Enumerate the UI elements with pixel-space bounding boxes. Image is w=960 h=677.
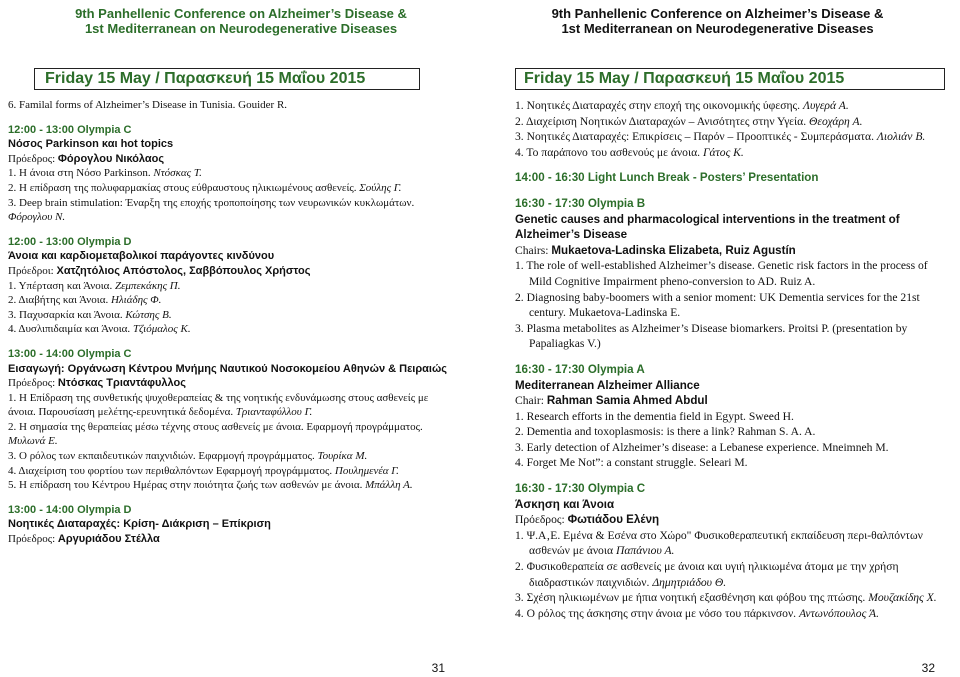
program-item: 2. Διαβήτης και Άνοια. Ηλιάδης Φ. xyxy=(8,294,162,307)
program-item: 3. Early detection of Alzheimer’s disease: a Lebanese experience. Mneimneh M. xyxy=(515,440,889,454)
program-item: 2. Η σημασία της θεραπείας μέσω τέχνης στους ασθενείς με άνοια. Εφαρμογή προγράμματος. Μυλωνά Ε. xyxy=(8,420,423,448)
program-item: 1. Νοητικές Διαταραχές στην εποχή της οικονομικής ύφεσης. Λυγερά Α. xyxy=(515,99,849,112)
program-item: 1. Η Επίδραση της συνθετικής ψυχοθεραπείας & της νοητικής ενδυνάμωσης στους ασθενείς με άνοια. Παρουσίαση μελέτης-ερευνητικά δεδομένα. Τριανταφύλλου Γ. xyxy=(8,391,429,419)
session-time: 13:00 - 14:00 Olympia C xyxy=(8,347,132,360)
session-chair: Πρόεδρος: Φόρογλου Νικόλαος xyxy=(8,152,165,165)
page-number: 32 xyxy=(921,661,935,675)
session-time: 12:00 - 13:00 Olympia D xyxy=(8,235,132,248)
right-page xyxy=(490,0,945,677)
session-title: Νόσος Parkinson και hot topics xyxy=(8,138,174,151)
program-item: 1. Research efforts in the dementia field in Egypt. Sweed H. xyxy=(515,409,794,423)
program-item: 4. Ο ρόλος της άσκησης στην άνοια με νόσο του πάρκινσον. Αντωνόπουλος Ά. xyxy=(515,606,879,620)
lunch-break: 14:00 - 16:30 Light Lunch Break - Posters’ Presentation xyxy=(515,171,819,185)
session-time: 16:30 - 17:30 Olympia C xyxy=(515,482,646,496)
session xyxy=(8,347,455,493)
program-item: 3. Ο ρόλος των εκπαιδευτικών παιχνιδιών. Εφαρμογή προγράμματος. Τουρίκα Μ. xyxy=(8,450,368,463)
program-item: 3. Plasma metabolites as Alzheimer’s Disease biomarkers. Proitsi P. (presentation by Papaliagkas V.) xyxy=(515,321,908,351)
session-title: Άνοια και καρδιομεταβολικοί παράγοντες κινδύνου xyxy=(8,250,275,263)
program-item: 2. Διαχείριση Νοητικών Διαταραχών – Ανισότητες στην Υγεία. Θεοχάρη Α. xyxy=(515,114,863,128)
program-item: 1. Η άνοια στη Νόσο Parkinson. Ντόσκας Τ. xyxy=(8,167,202,180)
conference-header xyxy=(16,6,455,36)
program-item: 1. Ψ.Α‚Ε. Εμένα & Εσένα στο Χώρο" Φυσικοθεραπευτική εκπαίδευση περι-θαλπόντων ασθενών με άνοια Παπάνιου Α. xyxy=(515,528,923,558)
date-banner: Friday 15 May / Παρασκευή 15 Μαΐου 2015 xyxy=(515,68,945,90)
session-chair: Chair: Rahman Samia Ahmed Abdul xyxy=(515,394,708,408)
program-item: 4. Forget Me Not”: a constant struggle. Seleari M. xyxy=(515,456,748,470)
program-item: 3. Παχυσαρκία και Άνοια. Κώτσης Β. xyxy=(8,308,172,321)
session-time: 12:00 - 13:00 Olympia C xyxy=(8,123,132,136)
session-chair: Πρόεδροι: Χατζητόλιος Απόστολος, Σαββόπουλος Χρήστος xyxy=(8,264,311,277)
right-program xyxy=(515,98,945,621)
program-item: 3. Σχέση ηλικιωμένων με ήπια νοητική εξασθένηση και φόβου της πτώσης. Μουζακίδης Χ. xyxy=(515,591,937,605)
session xyxy=(515,196,945,352)
session-chair: Πρόεδρος: Φωτιάδου Ελένη xyxy=(515,513,660,527)
program-item: 1. The role of well-established Alzheimer’s disease. Genetic risk factors in the process of Mild Cognitive Impairment pheno-conversion to AD. Ruiz A. xyxy=(515,259,928,288)
conference-title-line-2: 1st Mediterranean on Neurodegenerative Diseases xyxy=(84,21,398,36)
program-item: 2. Η επίδραση της πολυφαρμακίας στους εύθραυστους ηλικιωμένους ασθενείς. Σούλης Γ. xyxy=(8,181,402,194)
session xyxy=(515,362,945,471)
session-title: Άσκηση και Άνοια xyxy=(515,497,615,511)
session-time: 16:30 - 17:30 Olympia A xyxy=(515,362,645,376)
program-item: 2. Diagnosing baby-boomers with a senior moment: UK Dementia services for the 21st century. Mukaetova-Ladinska E. xyxy=(515,290,920,320)
session-title: Νοητικές Διαταραχές: Κρίση- Διάκριση – Επίκριση xyxy=(8,518,271,531)
session xyxy=(8,235,455,337)
page-number: 31 xyxy=(431,661,445,675)
session-title: Genetic causes and pharmacological interventions in the treatment of Alzheimer’s Disease xyxy=(515,212,900,242)
session xyxy=(515,481,945,621)
session-chair: Πρόεδρος: Ντόσκας Τριαντάφυλλος xyxy=(8,377,186,390)
session-chair: Chairs: Mukaetova-Ladinska Elizabeta, Ruiz Agustín xyxy=(515,243,796,257)
session-chair: Πρόεδρος: Αργυριάδου Στέλλα xyxy=(8,533,160,546)
left-page xyxy=(0,0,455,677)
program-item: 4. Δυσλιπιδαιμία και Άνοια. Τζιόμαλος Κ. xyxy=(8,323,191,336)
session-time: 16:30 - 17:30 Olympia B xyxy=(515,196,646,210)
conference-header xyxy=(490,6,945,36)
program-item: 2. Φυσικοθεραπεία σε ασθενείς με άνοια και υγιή ηλικιωμένα άτομα με την χρήση διαδραστικών παιχνιδιών. Δημητριάδου Θ. xyxy=(515,560,899,589)
session-title: Mediterranean Alzheimer Alliance xyxy=(515,378,700,392)
conference-title-line-2: 1st Mediterranean on Neurodegenerative Diseases xyxy=(561,21,874,36)
program-item: 4. Το παράπονο του ασθενούς με άνοια. Γάτος Κ. xyxy=(515,145,744,159)
program-item: 6. Familal forms of Alzheimer’s Disease in Tunisia. Gouider R. xyxy=(8,99,288,111)
session xyxy=(8,503,455,547)
program-item: 4. Διαχείριση του φορτίου των περιθαλπόντων Εφαρμογή προγράμματος. Πουλημενέα Γ. xyxy=(8,464,399,477)
left-program xyxy=(8,98,455,547)
date-banner: Friday 15 May / Παρασκευή 15 Μαΐου 2015 xyxy=(34,68,420,90)
conference-title-line-1: 9th Panhellenic Conference on Alzheimer’s Disease & xyxy=(551,6,884,21)
conference-title-line-1: 9th Panhellenic Conference on Alzheimer’s Disease & xyxy=(75,6,407,21)
program-item: 5. Η επίδραση του Κέντρου Ημέρας στην ποιότητα ζωής των ασθενών με άνοια. Μπάλλη Α. xyxy=(8,479,413,492)
program-item: 3. Νοητικές Διαταραχές: Επικρίσεις – Παρόν – Προοπτικές - Συμπεράσματα. Λιολιάν Β. xyxy=(515,130,926,144)
session-title: Εισαγωγή: Οργάνωση Κέντρου Μνήμης Ναυτικού Νοσοκομείου Αθηνών & Πειραιώς xyxy=(8,362,447,375)
session xyxy=(8,123,455,225)
program-item: 2. Dementia and toxoplasmosis: is there a link? Rahman S. A. A. xyxy=(515,425,816,439)
session-time: 13:00 - 14:00 Olympia D xyxy=(8,503,132,516)
program-item: 3. Deep brain stimulation: Έναρξη της εποχής τροποποίησης των νευρωνικών κυκλωμάτων. Φόρογλου Ν. xyxy=(8,196,415,224)
program-item: 1. Υπέρταση και Άνοια. Ζεμπεκάκης Π. xyxy=(8,279,181,292)
